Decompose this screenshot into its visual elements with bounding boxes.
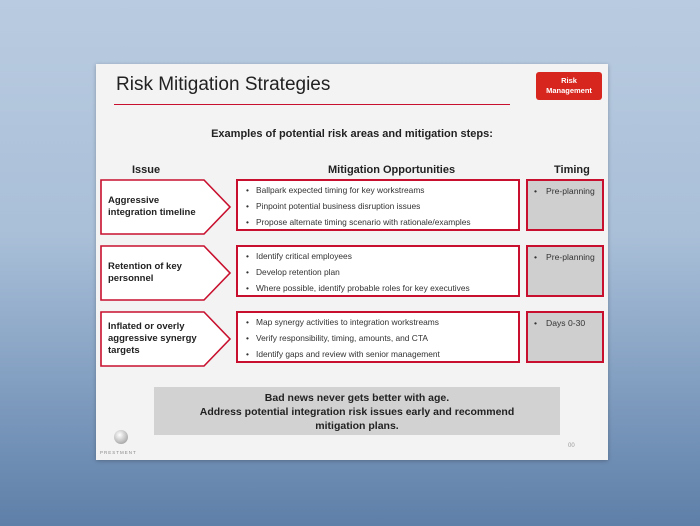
timing-box — [526, 311, 604, 363]
issue-arrow — [100, 311, 232, 367]
footer-line-3: mitigation plans. — [315, 420, 399, 432]
title-underline — [114, 104, 510, 105]
mitigation-box — [236, 179, 520, 231]
badge-line-2: Management — [546, 86, 592, 95]
logo-text: PRESTMENT — [100, 450, 137, 455]
timing-label: Days 0-30 — [546, 318, 586, 328]
mitigation-box — [236, 245, 520, 297]
issue-arrow — [100, 245, 232, 301]
page-number: 00 — [568, 443, 575, 449]
mitigation-item: • Pinpoint potential business disruption issues — [256, 199, 514, 215]
issue-label: Inflated or overly aggressive synergy targets — [108, 321, 197, 356]
timing-label: Pre-planning — [546, 252, 595, 262]
timing-label: Pre-planning — [546, 186, 595, 196]
badge-line-1: Risk — [561, 76, 577, 85]
issue-label: Retention of key personnel — [108, 261, 182, 284]
issue-label: Aggressive integration timeline — [108, 195, 196, 218]
footer-callout — [154, 387, 560, 435]
bullet-icon: • — [534, 318, 538, 328]
mitigation-item: • Propose alternate timing scenario with rationale/examples — [256, 215, 514, 231]
timing-box — [526, 179, 604, 231]
risk-management-badge — [536, 72, 602, 100]
issue-arrow — [100, 179, 232, 235]
footer-line-2: Address potential integration risk issues early and recommend — [199, 406, 515, 418]
timing-box — [526, 245, 604, 297]
mitigation-box — [236, 311, 520, 363]
logo-icon — [114, 430, 128, 444]
slide-title: Risk Mitigation Strategies — [116, 74, 331, 95]
footer-line-1: Bad news never gets better with age. — [264, 392, 450, 404]
mitigation-item: • Map synergy activities to integration workstreams — [256, 315, 514, 331]
mitigation-item: • Ballpark expected timing for key workstreams — [256, 183, 514, 199]
mitigation-item: • Verify responsibility, timing, amounts, and CTA — [256, 331, 514, 347]
subtitle: Examples of potential risk areas and mitigation steps: — [211, 128, 493, 140]
bullet-icon: • — [534, 252, 538, 262]
bullet-icon: • — [534, 186, 538, 196]
slide — [96, 64, 608, 460]
column-header-mitigation: Mitigation Opportunities — [328, 164, 456, 176]
mitigation-item: • Where possible, identify probable roles for key executives — [256, 281, 514, 297]
mitigation-item: • Identify gaps and review with senior management — [256, 347, 514, 363]
column-header-timing: Timing — [554, 164, 590, 176]
mitigation-item: • Develop retention plan — [256, 265, 514, 281]
column-header-issue: Issue — [132, 164, 161, 176]
mitigation-item: • Identify critical employees — [256, 249, 514, 265]
